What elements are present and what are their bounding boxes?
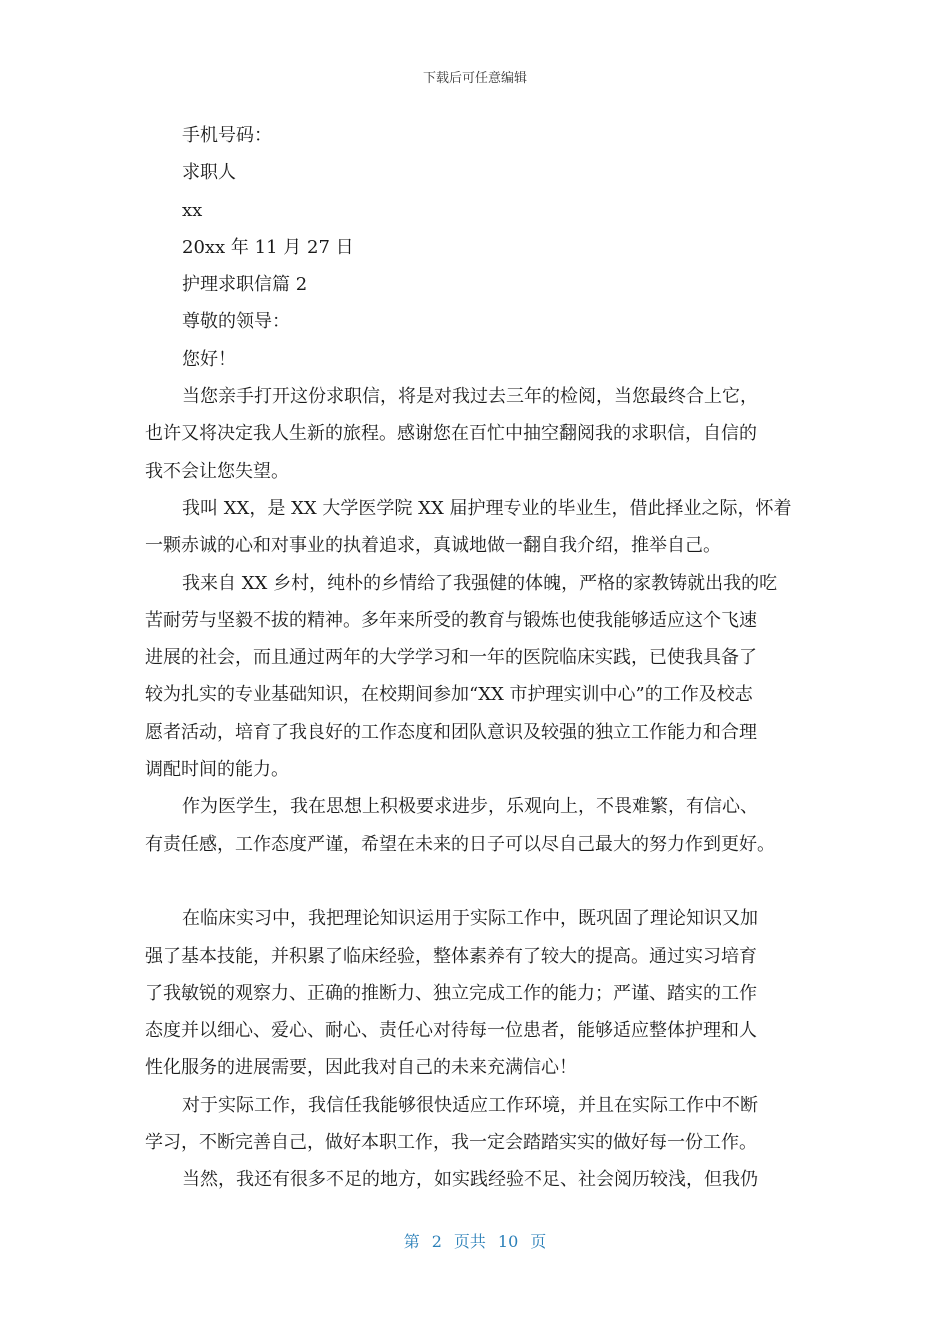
paragraph-line: 当您亲手打开这份求职信，将是对我过去三年的检阅，当您最终合上它， bbox=[182, 386, 758, 408]
footer-current-page: 2 bbox=[431, 1232, 442, 1251]
paragraph bbox=[145, 565, 807, 789]
letter-date: 20xx 年 11 月 27 日 bbox=[182, 236, 354, 258]
applicant-label: 求职人 bbox=[182, 162, 236, 184]
paragraph-line: 我不会让您失望。 bbox=[145, 460, 289, 482]
paragraph-line: 学习，不断完善自己，做好本职工作，我一定会踏踏实实的做好每一份工作。 bbox=[145, 1132, 757, 1154]
paragraph bbox=[145, 1087, 807, 1162]
footer-total-pages: 10 bbox=[497, 1232, 519, 1251]
letter-paragraphs bbox=[145, 378, 807, 1199]
footer-middle: 页共 bbox=[453, 1232, 486, 1251]
paragraph-line: 较为扎实的专业基础知识，在校期间参加“XX 市护理实训中心”的工作及校志 bbox=[145, 684, 753, 706]
paragraph-line: 态度并以细心、爱心、耐心、责任心对待每一位患者，能够适应整体护理和人 bbox=[145, 1020, 757, 1042]
paragraph-line: 了我敏锐的观察力、正确的推断力、独立完成工作的能力；严谨、踏实的工作 bbox=[145, 982, 757, 1004]
paragraph-line: 性化服务的进展需要，因此我对自己的未来充满信心！ bbox=[145, 1057, 577, 1079]
paragraph-line: 调配时间的能力。 bbox=[145, 759, 289, 781]
paragraph-line: 在临床实习中，我把理论知识运用于实际工作中，既巩固了理论知识又加 bbox=[182, 908, 758, 930]
paragraph-line: 有责任感，工作态度严谨，希望在未来的日子可以尽自己最大的努力作到更好。 bbox=[145, 833, 775, 855]
paragraph bbox=[145, 490, 807, 565]
footer-prefix: 第 bbox=[403, 1232, 420, 1251]
paragraph-line: 愿者活动，培育了我良好的工作态度和团队意识及较强的独立工作能力和合理 bbox=[145, 721, 757, 743]
paragraph bbox=[145, 900, 807, 1086]
paragraph-line: 进展的社会，而且通过两年的大学学习和一年的医院临床实践，已使我具备了 bbox=[145, 647, 757, 669]
greeting: 您好！ bbox=[182, 348, 236, 370]
page-header: 下载后可任意编辑 bbox=[422, 71, 527, 86]
paragraph-line: 作为医学生，我在思想上积极要求进步，乐观向上，不畏难繁，有信心、 bbox=[182, 796, 758, 818]
paragraph bbox=[145, 378, 807, 490]
phone-label: 手机号码： bbox=[182, 125, 272, 146]
paragraph-line: 对于实际工作，我信任我能够很快适应工作环境，并且在实际工作中不断 bbox=[182, 1094, 758, 1116]
paragraph-line: 我叫 XX，是 XX 大学医学院 XX 届护理专业的毕业生，借此择业之际，怀着 bbox=[182, 497, 792, 519]
applicant-name: xx bbox=[182, 199, 203, 221]
page-footer bbox=[0, 1229, 950, 1252]
salutation: 尊敬的领导： bbox=[182, 311, 290, 333]
paragraph bbox=[145, 788, 807, 863]
paragraph-line: 我来自 XX 乡村，纯朴的乡情给了我强健的体魄，严格的家教铸就出我的吃 bbox=[182, 572, 778, 594]
paragraph-line: 一颗赤诚的心和对事业的执着追求，真诚地做一翻自我介绍，推举自己。 bbox=[145, 535, 721, 557]
paragraph-gap bbox=[145, 863, 807, 900]
paragraph-line: 也许又将决定我人生新的旅程。感谢您在百忙中抽空翻阅我的求职信，自信的 bbox=[145, 423, 757, 445]
document-body bbox=[145, 117, 807, 1199]
paragraph-line: 强了基本技能，并积累了临床经验，整体素养有了较大的提高。通过实习培育 bbox=[145, 945, 757, 967]
footer-suffix: 页 bbox=[530, 1232, 547, 1251]
paragraph-line: 当然，我还有很多不足的地方，如实践经验不足、社会阅历较浅，但我仍 bbox=[182, 1169, 758, 1191]
letter-title: 护理求职信篇 2 bbox=[182, 274, 308, 296]
paragraph-line: 苦耐劳与坚毅不拔的精神。多年来所受的教育与锻炼也使我能够适应这个飞速 bbox=[145, 609, 757, 631]
paragraph bbox=[145, 1161, 807, 1198]
